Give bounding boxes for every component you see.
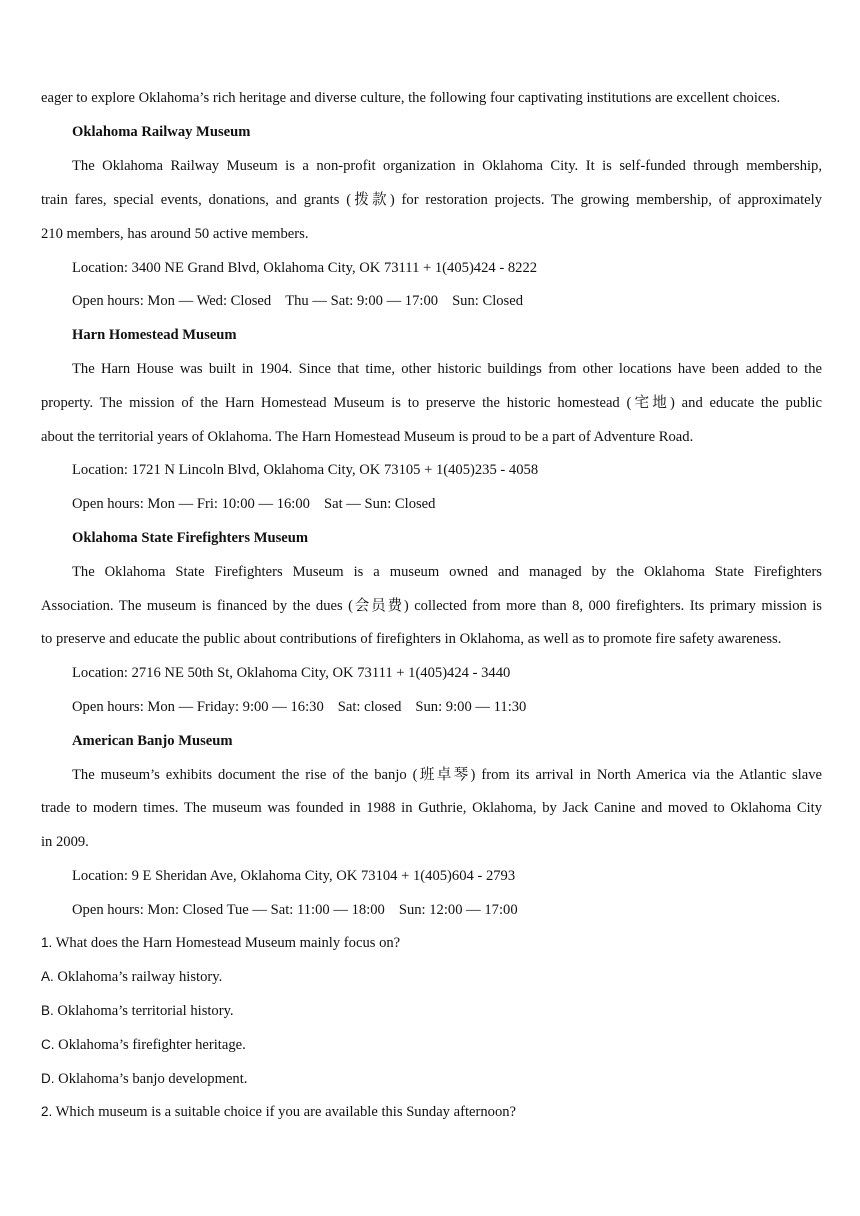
hours-part: Thu — Sat: 9:00 — 17:00 [285, 293, 439, 309]
option-letter: C. [41, 1037, 55, 1052]
question-number: 1. [41, 935, 53, 950]
option-letter: D. [41, 1071, 55, 1086]
museum-description-line: about the territorial years of Oklahoma. The Harn Homestead Museum is proud to be a part of Adventure Road. [41, 429, 694, 445]
museum-hours [72, 291, 822, 311]
museum-title: American Banjo Museum [72, 733, 233, 749]
museum-hours [72, 697, 822, 717]
museum-location: Location: 2716 NE 50th St, Oklahoma City, OK 73111 + 1(405)424 - 3440 [72, 665, 511, 681]
museum-title: Oklahoma State Firefighters Museum [72, 530, 309, 546]
museum-description-line: property. The mission of the Harn Homestead Museum is to preserve the historic homestead (宅地) and educate the public [41, 395, 822, 411]
answer-option[interactable] [41, 1035, 822, 1055]
museum-location: Location: 9 E Sheridan Ave, Oklahoma City, OK 73104 + 1(405)604 - 2793 [72, 868, 516, 884]
option-text: Oklahoma’s territorial history. [53, 1003, 234, 1019]
museum-title: Oklahoma Railway Museum [72, 124, 251, 140]
hours-part: Sun: 12:00 — 17:00 [398, 902, 518, 918]
museum-description-line: in 2009. [41, 834, 89, 850]
museum-description-line: The Harn House was built in 1904. Since that time, other historic buildings from other locations have been added to the [72, 361, 822, 377]
museum-title: Harn Homestead Museum [72, 327, 237, 343]
question-text: Which museum is a suitable choice if you are available this Sunday afternoon? [52, 1104, 517, 1120]
hours-part: Open hours: Mon: Closed Tue — Sat: 11:00 — 18:00 [72, 902, 385, 918]
museum-description-line: train fares, special events, donations, and grants (拨款) for restoration projects. The growing membership, of approximately [41, 192, 822, 208]
hours-part: Sun: 9:00 — 11:30 [415, 699, 527, 715]
hours-part: Sat: closed [337, 699, 402, 715]
answer-option[interactable] [41, 967, 822, 987]
option-letter: B. [41, 1003, 54, 1018]
museum-hours [72, 900, 822, 920]
museum-location: Location: 1721 N Lincoln Blvd, Oklahoma City, OK 73105 + 1(405)235 - 4058 [72, 462, 539, 478]
museum-description-line: The Oklahoma State Firefighters Museum is a museum owned and managed by the Oklahoma State Firefighters [72, 564, 822, 580]
museum-description-line: to preserve and educate the public about contributions of firefighters in Oklahoma, as well as to promote fire safety awareness. [41, 631, 782, 647]
question-text: What does the Harn Homestead Museum mainly focus on? [52, 935, 401, 951]
museum-hours [72, 494, 822, 514]
question [41, 1102, 822, 1122]
option-text: Oklahoma’s banjo development. [54, 1071, 248, 1087]
hours-part: Open hours: Mon — Friday: 9:00 — 16:30 [72, 699, 324, 715]
option-text: Oklahoma’s railway history. [53, 969, 223, 985]
question-number: 2. [41, 1104, 53, 1119]
intro-text: eager to explore Oklahoma’s rich heritage and diverse culture, the following four captivating institutions are excellent choices. [41, 90, 781, 106]
museum-description-line: 210 members, has around 50 active members. [41, 226, 309, 242]
museum-description-line: trade to modern times. The museum was founded in 1988 in Guthrie, Oklahoma, by Jack Canine and moved to Oklahoma City [41, 800, 822, 816]
option-letter: A. [41, 969, 54, 984]
answer-option[interactable] [41, 1069, 822, 1089]
hours-part: Open hours: Mon — Wed: Closed [72, 293, 272, 309]
option-text: Oklahoma’s firefighter heritage. [54, 1037, 246, 1053]
question [41, 933, 822, 953]
museum-location: Location: 3400 NE Grand Blvd, Oklahoma City, OK 73111 + 1(405)424 - 8222 [72, 260, 538, 276]
museum-description-line: The museum’s exhibits document the rise of the banjo (班卓琴) from its arrival in North America via the Atlantic slave [72, 767, 822, 783]
hours-part: Sat — Sun: Closed [323, 496, 436, 512]
answer-option[interactable] [41, 1001, 822, 1021]
hours-part: Open hours: Mon — Fri: 10:00 — 16:00 [72, 496, 310, 512]
museum-description-line: The Oklahoma Railway Museum is a non-profit organization in Oklahoma City. It is self-funded through membership, [72, 158, 822, 174]
hours-part: Sun: Closed [452, 293, 524, 309]
museum-description-line: Association. The museum is financed by the dues (会员费) collected from more than 8, 000 firefighters. Its primary mission is [41, 598, 822, 614]
